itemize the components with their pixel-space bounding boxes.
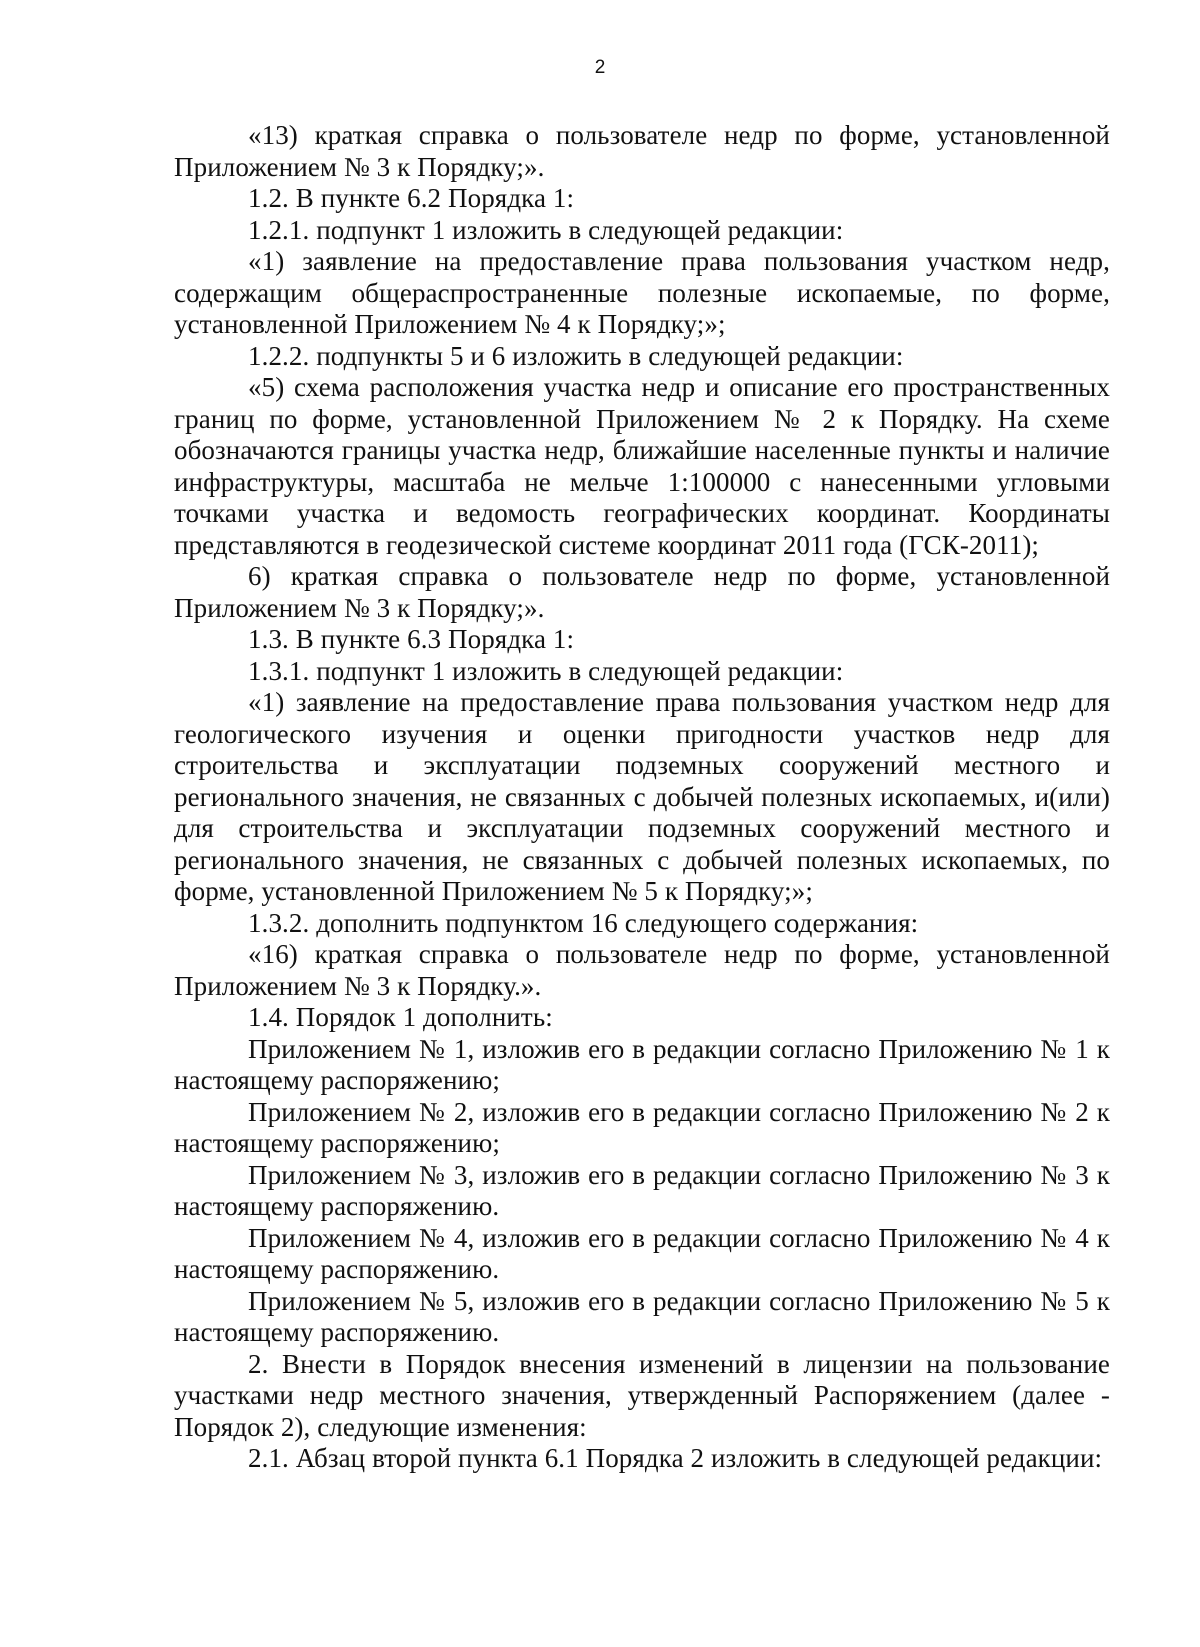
paragraph-1-3-2: 1.3.2. дополнить подпунктом 16 следующего содержания:: [248, 907, 919, 938]
paragraph-appendix-5: Приложением № 5, изложив его в редакции согласно Приложению № 5 к настоящему распоряжению.: [174, 1285, 1110, 1347]
paragraph-appendix-3: Приложением № 3, изложив его в редакции согласно Приложению № 3 к настоящему распоряжению.: [174, 1159, 1110, 1221]
paragraph-2: 2. Внести в Порядок внесения изменений в лицензии на пользование участками недр местного значения, утвержденный Распоряжением (далее - Порядок 2), следующие изменения:: [174, 1348, 1110, 1442]
paragraph-1-2-2: 1.2.2. подпункты 5 и 6 изложить в следующей редакции:: [248, 340, 904, 371]
paragraph-1-4: 1.4. Порядок 1 дополнить:: [248, 1002, 553, 1032]
paragraph-1-3: 1.3. В пункте 6.3 Порядка 1:: [248, 624, 575, 654]
paragraph-subitem-1-geological-application: «1) заявление на предоставление права пользования участком недр для геологического изучения и оценки пригодности участков недр для строительства и эксплуатации подземных сооружений местного и регионального значения, не связанных с добычей полезных ископаемых, и(или) для строительства и эксплуатации подземных сооружений местного и регионального значения, не связанных с добычей полезных ископаемых, по форме, установленной Приложением № 5 к Порядку;»;: [174, 687, 1110, 906]
paragraph-13-brief-info: «13) краткая справка о пользователе недр по форме, установленной Приложением № 3 к Порядку;».: [174, 120, 1110, 182]
paragraph-subitem-6-brief-info: 6) краткая справка о пользователе недр по форме, установленной Приложением № 3 к Порядку;».: [174, 561, 1110, 623]
paragraph-1-3-1: 1.3.1. подпункт 1 изложить в следующей редакции:: [248, 655, 844, 686]
paragraph-1-2: 1.2. В пункте 6.2 Порядка 1:: [248, 183, 575, 213]
paragraph-appendix-4: Приложением № 4, изложив его в редакции согласно Приложению № 4 к настоящему распоряжению.: [174, 1222, 1110, 1284]
paragraph-subitem-1-application: «1) заявление на предоставление права пользования участком недр, содержащим общераспространенные полезные ископаемые, по форме, установленной Приложением № 4 к Порядку;»;: [174, 246, 1110, 339]
page-number: 2: [594, 57, 606, 78]
paragraph-1-2-1: 1.2.1. подпункт 1 изложить в следующей редакции:: [248, 214, 844, 245]
paragraph-appendix-2: Приложением № 2, изложив его в редакции согласно Приложению № 2 к настоящему распоряжению;: [174, 1096, 1110, 1158]
paragraph-subitem-16-brief-info: «16) краткая справка о пользователе недр по форме, установленной Приложением № 3 к Порядку.».: [174, 939, 1110, 1001]
document-body: [174, 120, 1110, 1475]
paragraph-appendix-1: Приложением № 1, изложив его в редакции согласно Приложению № 1 к настоящему распоряжению;: [174, 1033, 1110, 1095]
paragraph-2-1: 2.1. Абзац второй пункта 6.1 Порядка 2 изложить в следующей редакции:: [248, 1443, 1103, 1473]
paragraph-subitem-5-scheme: «5) схема расположения участка недр и описание его пространственных границ по форме, установленной Приложением № 2 к Порядку. На схеме обозначаются границы участка недр, ближайшие населенные пункты и наличие инфраструктуры, масштаба не мельче 1:100000 с нанесенными угловыми точками участка и ведомость географических координат. Координаты представляются в геодезической системе координат 2011 года (ГСК-2011);: [174, 372, 1110, 560]
